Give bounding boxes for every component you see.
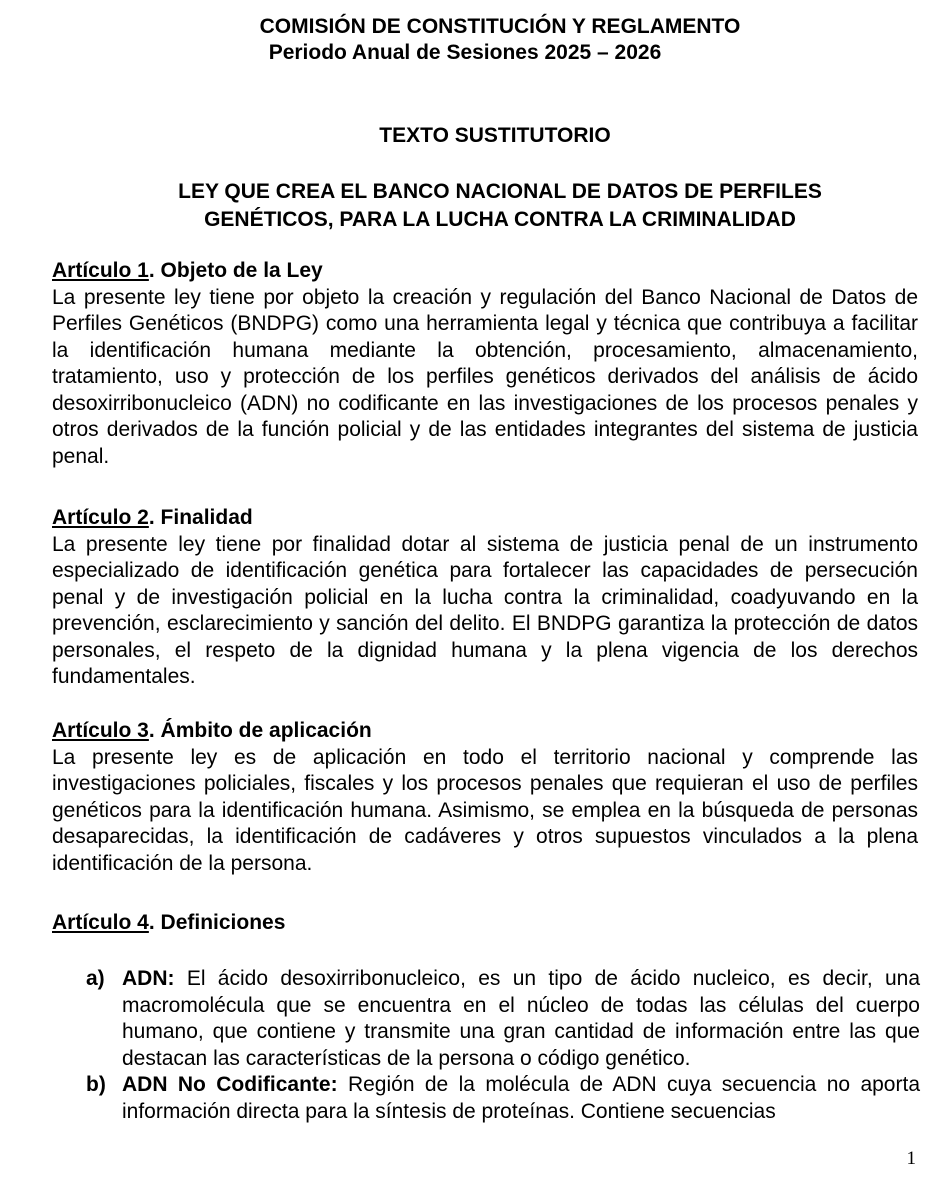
- document-header: [0, 14, 950, 66]
- law-title-line-1: LEY QUE CREA EL BANCO NACIONAL DE DATOS DE PERFILES: [178, 180, 822, 203]
- article-1-title: . Objeto de la Ley: [148, 259, 323, 282]
- article-3-text: La presente ley es de aplicación en todo el territorio nacional y comprende las investigaciones policiales, fiscales y los procesos penales que requieran el uso de perfiles genéticos para la identificación humana. Asimismo, se emplea en la búsqueda de personas desaparecidas, la identificación de cadáveres y otros supuestos vinculados a la plena identificación de la persona.: [52, 745, 918, 875]
- definition-term: ADN:: [122, 967, 175, 990]
- definition-item: [86, 966, 920, 1072]
- definition-text: Región de la molécula de ADN cuya secuencia no aporta información directa para la síntesis de proteínas. Contiene secuencias: [122, 1073, 920, 1123]
- article-1: [52, 258, 918, 470]
- law-title-line-2: GENÉTICOS, PARA LA LUCHA CONTRA LA CRIMINALIDAD: [204, 208, 796, 231]
- document-type: TEXTO SUSTITUTORIO: [379, 124, 611, 147]
- article-1-text: La presente ley tiene por objeto la creación y regulación del Banco Nacional de Datos de Perfiles Genéticos (BNDPG) como una herramienta legal y técnica que contribuya a facilitar la identificación humana mediante la obtención, procesamiento, almacenamiento, tratamiento, uso y protección de los perfiles genéticos derivados del análisis de ácido desoxirribonucleico (ADN) no codificante en las investigaciones de los procesos penales y otros derivados de la función policial y de las entidades integrantes del sistema de justicia penal.: [52, 285, 918, 468]
- article-2-heading: [52, 505, 918, 532]
- article-4-number: Artículo 4: [52, 911, 149, 934]
- article-2-title: . Finalidad: [148, 506, 253, 529]
- article-3-heading: [52, 718, 918, 745]
- article-3: [52, 718, 918, 877]
- definition-marker: b): [86, 1073, 106, 1096]
- committee-name: COMISIÓN DE CONSTITUCIÓN Y REGLAMENTO: [259, 15, 741, 38]
- page-number: 1: [906, 1148, 916, 1169]
- article-4-heading: [52, 910, 918, 937]
- definition-item: [86, 1072, 920, 1125]
- article-3-number: Artículo 3: [52, 719, 149, 742]
- definition-marker: a): [86, 967, 105, 990]
- law-title: [100, 178, 900, 234]
- definition-term: ADN No Codificante:: [122, 1073, 338, 1096]
- article-2: [52, 505, 918, 691]
- article-3-title: . Ámbito de aplicación: [148, 719, 372, 742]
- article-4: [52, 910, 918, 937]
- article-4-title: . Definiciones: [148, 911, 286, 934]
- article-2-number: Artículo 2: [52, 506, 149, 529]
- definition-text: El ácido desoxirribonucleico, es un tipo de ácido nucleico, es decir, una macromolécula que se encuentra en el núcleo de todas las células del cuerpo humano, que contiene y transmite una gran cantidad de información entre las que destacan las características de la persona o código genético.: [122, 967, 920, 1070]
- article-1-number: Artículo 1: [52, 259, 149, 282]
- article-2-text: La presente ley tiene por finalidad dotar al sistema de justicia penal de un instrumento especializado de identificación genética para fortalecer las capacidades de persecución penal y de investigación policial en la lucha contra la criminalidad, coadyuvando en la prevención, esclarecimiento y sanción del delito. El BNDPG garantiza la protección de datos personales, el respeto de la dignidad humana y la plena vigencia de los derechos fundamentales.: [52, 532, 918, 688]
- session-period: Periodo Anual de Sesiones 2025 – 2026: [268, 41, 662, 64]
- definitions-list: [86, 966, 920, 1125]
- article-1-heading: [52, 258, 918, 285]
